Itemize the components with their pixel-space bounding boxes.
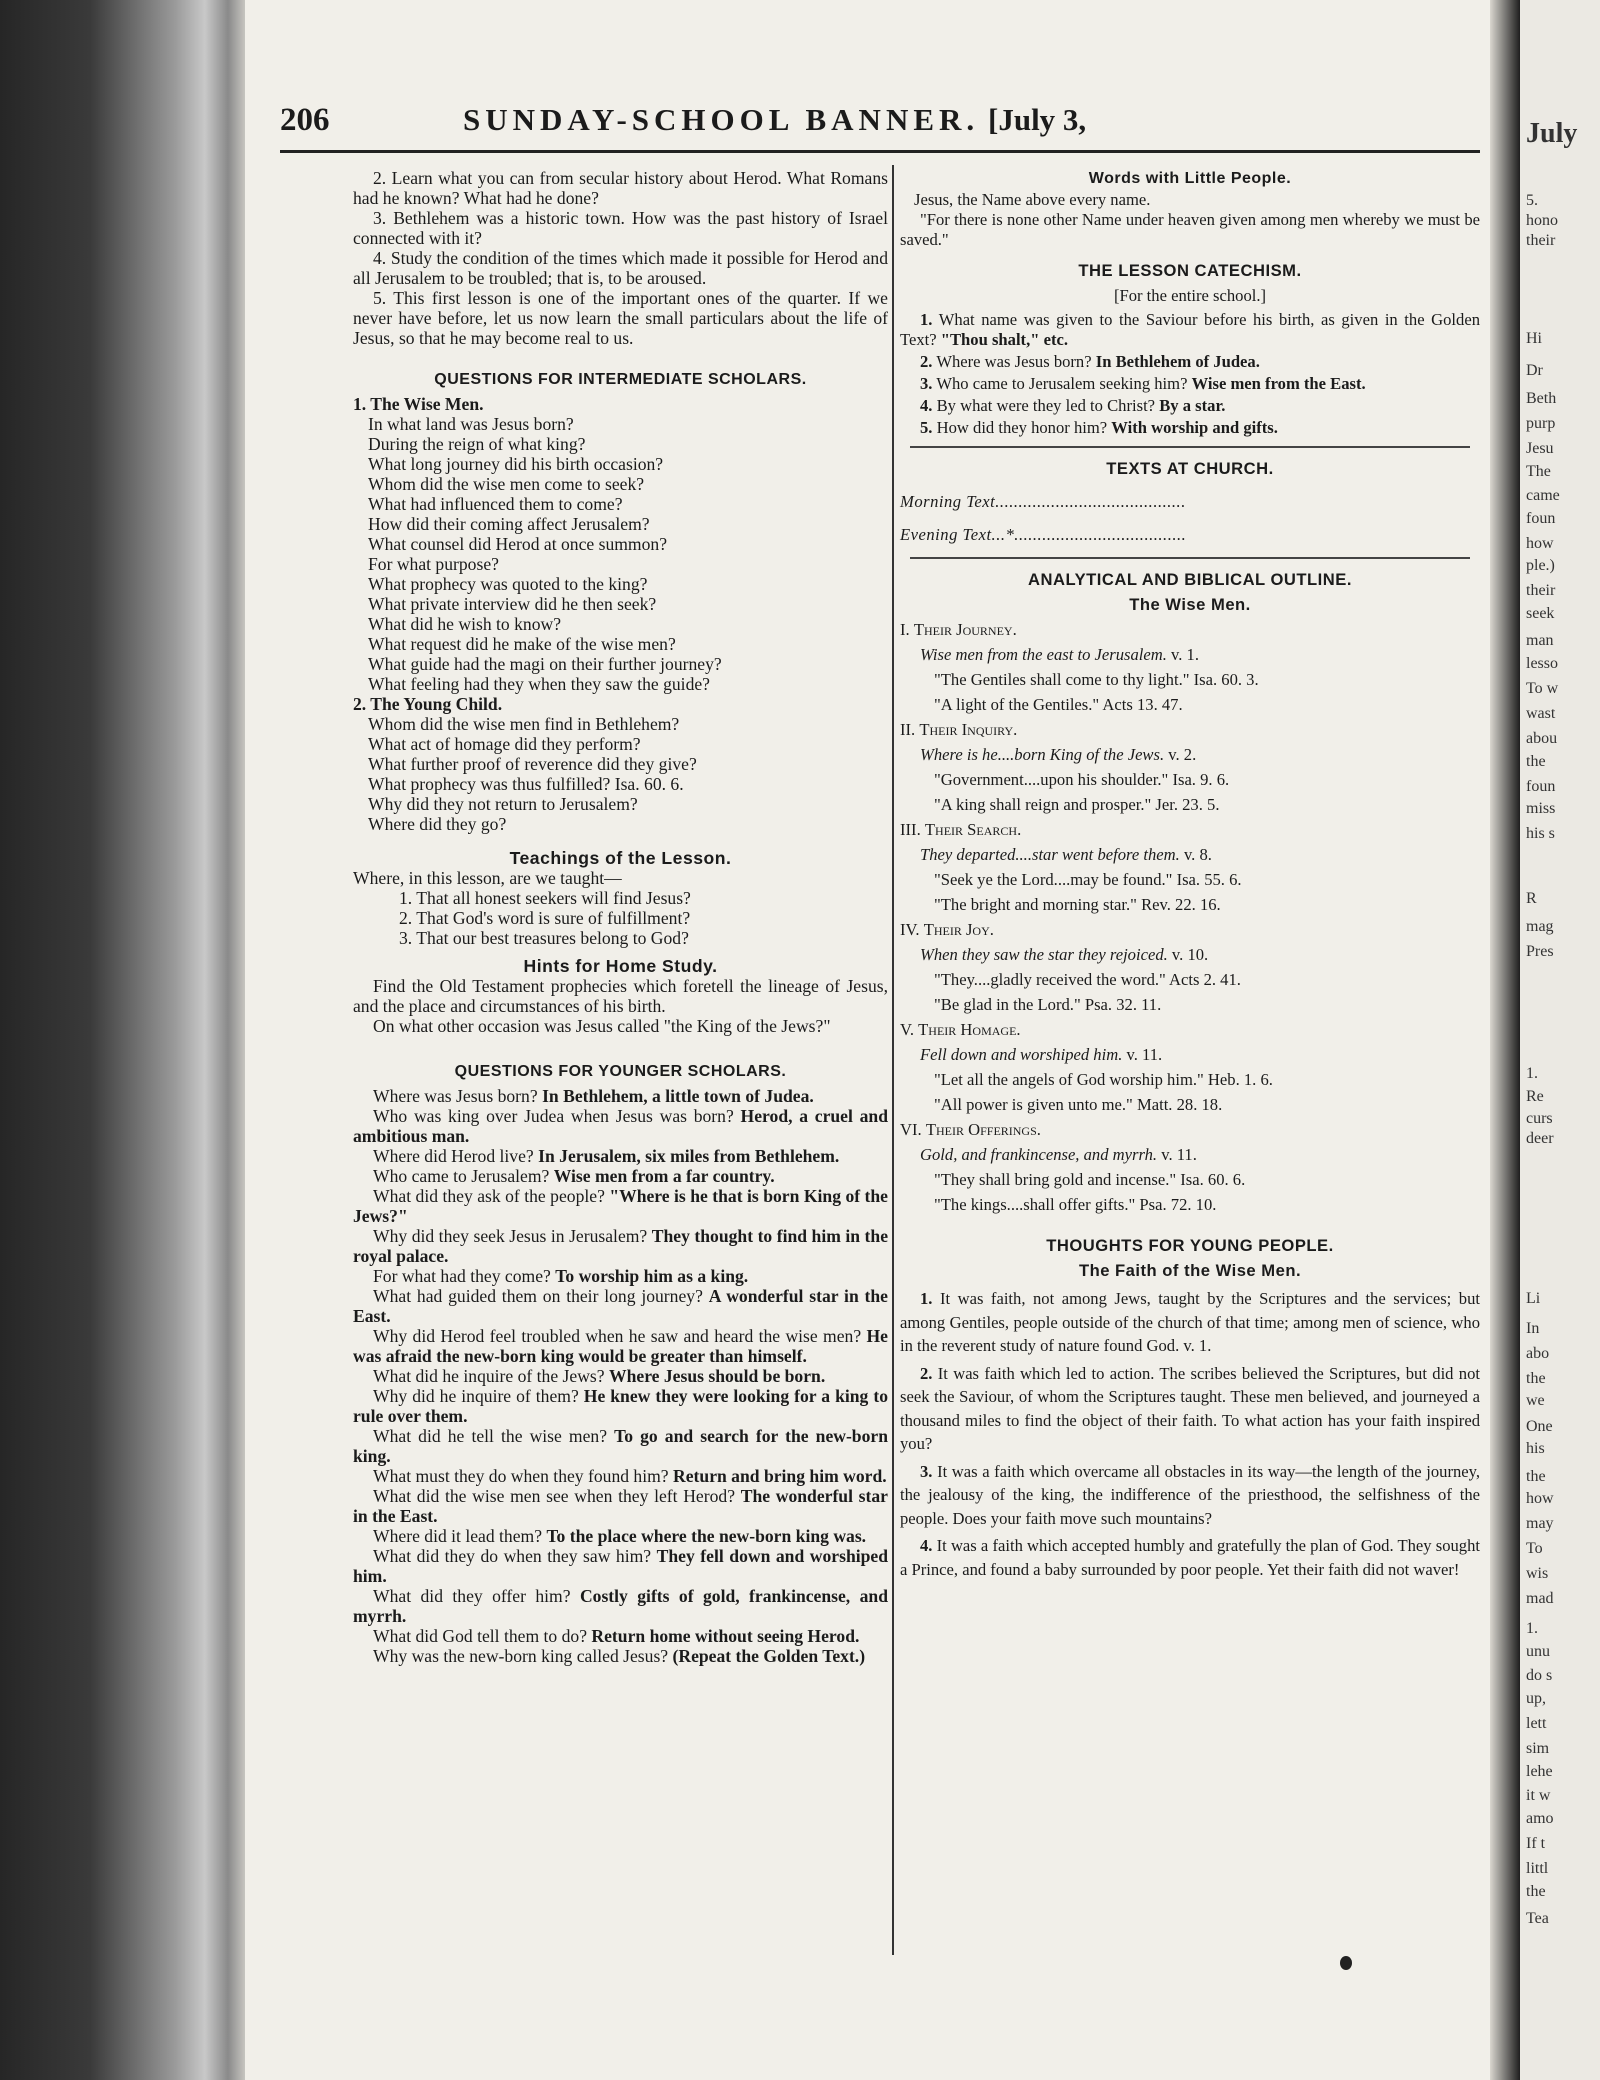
- question-item: What act of homage did they perform?: [368, 734, 641, 754]
- qa-item: [353, 1266, 888, 1286]
- question-text: Where did Herod live?: [373, 1146, 534, 1166]
- verse-ref: v. 10.: [1171, 945, 1209, 964]
- answer-text: "Where is he that is born King of the Jews?": [353, 1186, 888, 1226]
- section-name: Their Search.: [924, 820, 1022, 839]
- answer-text: Costly gifts of gold, frankincense, and myrrh.: [353, 1586, 888, 1626]
- thought-text: It was faith, not among Jews, taught by the Scriptures and the services; but among Gentiles, people outside of the church of that time; among men of science, who in the reverent study of nature found God. v. 1.: [900, 1289, 1480, 1355]
- item-number: 4.: [920, 1536, 933, 1555]
- facing-page-fragment: man: [1526, 632, 1554, 649]
- question-item: During the reign of what king?: [368, 434, 586, 454]
- qa-item: [353, 1226, 888, 1266]
- morning-text-line: Morning Text.........................................: [900, 492, 1186, 511]
- book-binding: [0, 0, 250, 2080]
- hint-paragraph: Find the Old Testament prophecies which foretell the lineage of Jesus, and the place and circumstances of his birth.: [353, 976, 888, 1016]
- item-number: 2.: [920, 1363, 933, 1383]
- facing-page-fragment: lesso: [1526, 655, 1558, 672]
- thoughts-list: [900, 1287, 1480, 1581]
- right-column: [900, 168, 1480, 1581]
- question-item: In what land was Jesus born?: [368, 414, 574, 434]
- question-text: Who came to Jerusalem?: [373, 1166, 550, 1186]
- facing-page-fragment: how: [1526, 1490, 1554, 1507]
- question-text: What did the wise men see when they left Herod?: [373, 1486, 736, 1506]
- section-title-young-child: 2. The Young Child.: [353, 694, 503, 714]
- verse-ref: v. 2.: [1168, 745, 1197, 764]
- teaching-item: 2. That God's word is sure of fulfillment?: [399, 908, 691, 928]
- question-item: What had influenced them to come?: [368, 494, 623, 514]
- outline-reference: "They....gladly received the word." Acts 2. 41.: [934, 970, 1241, 989]
- question-item: What feeling had they when they saw the guide?: [368, 674, 710, 694]
- answer-text: To worship him as a king.: [555, 1266, 749, 1286]
- section-name: Their Joy.: [923, 920, 994, 939]
- facing-page-fragment: hono: [1526, 212, 1558, 229]
- thought-text: It was a faith which overcame all obstacles in its way—the length of the journey, the jealousy of the king, the indifference of the priesthood, the selfishness of the people. Does your faith move such mountains?: [900, 1461, 1481, 1528]
- lead-text: Gold, and frankincense, and myrrh.: [920, 1145, 1158, 1164]
- facing-page-fragment: sim: [1526, 1740, 1550, 1757]
- outline-lead: [900, 1142, 1480, 1167]
- facing-page-fragment: abou: [1526, 730, 1558, 747]
- teachings-heading: Teachings of the Lesson.: [509, 848, 732, 868]
- outline-section-title: [900, 1117, 1480, 1142]
- outline-section-title: [900, 817, 1480, 842]
- page-gutter: [1490, 0, 1520, 2080]
- facing-page-fragment: the: [1526, 1370, 1546, 1387]
- question-text: Who came to Jerusalem seeking him?: [936, 374, 1188, 393]
- question-item: What long journey did his birth occasion?: [368, 454, 664, 474]
- question-item: What counsel did Herod at once summon?: [368, 534, 668, 554]
- catechism-item: [900, 310, 1480, 350]
- hint-paragraph: On what other occasion was Jesus called "the King of the Jews?": [373, 1016, 831, 1036]
- section-name: Their Homage.: [918, 1020, 1021, 1039]
- facing-page-fragment: their: [1526, 232, 1556, 249]
- facing-page-fragment: Li: [1526, 1290, 1541, 1307]
- qa-item: [353, 1546, 888, 1586]
- intro-paragraph: 3. Bethlehem was a historic town. How was the past history of Israel connected with it?: [353, 208, 888, 248]
- facing-page-fragment: may: [1526, 1515, 1554, 1532]
- facing-page-fragment: wast: [1526, 705, 1556, 722]
- lead-text: Fell down and worshiped him.: [920, 1045, 1123, 1064]
- question-text: Where was Jesus born?: [936, 352, 1092, 371]
- answer-text: Wise men from a far country.: [553, 1166, 775, 1186]
- outline-reference: "They shall bring gold and incense." Isa. 60. 6.: [934, 1170, 1246, 1189]
- answer-text: The wonderful star in the East.: [353, 1486, 888, 1526]
- question-text: By what were they led to Christ?: [936, 396, 1156, 415]
- verse-ref: v. 8.: [1183, 845, 1212, 864]
- answer-text: With worship and gifts.: [1111, 418, 1278, 437]
- qa-item: [353, 1426, 888, 1466]
- facing-page-fragment: seek: [1526, 605, 1555, 622]
- facing-page-fragment: lett: [1526, 1715, 1547, 1732]
- question-text: Why did Herod feel troubled when he saw and heard the wise men?: [373, 1326, 862, 1346]
- words-heading: Words with Little People.: [1088, 170, 1292, 187]
- answer-text: They thought to find him in the royal palace.: [353, 1226, 889, 1266]
- section-title-wise-men: 1. The Wise Men.: [353, 394, 484, 414]
- teachings-intro: Where, in this lesson, are we taught—: [353, 868, 622, 888]
- catechism-heading: THE LESSON CATECHISM.: [1078, 261, 1302, 280]
- page-number: 206: [280, 102, 330, 138]
- outline-reference: "All power is given unto me." Matt. 28. 18.: [934, 1095, 1223, 1114]
- qa-item: [353, 1386, 888, 1426]
- facing-page-fragment: purp: [1526, 415, 1556, 432]
- answer-text: In Bethlehem, a little town of Judea.: [542, 1086, 814, 1106]
- question-item: How did their coming affect Jerusalem?: [368, 514, 650, 534]
- younger-heading: QUESTIONS FOR YOUNGER SCHOLARS.: [454, 1063, 787, 1080]
- question-text: What had guided them on their long journey?: [373, 1286, 703, 1306]
- facing-page-fragment: deer: [1526, 1130, 1554, 1147]
- outline-heading: ANALYTICAL AND BIBLICAL OUTLINE.: [1028, 570, 1352, 589]
- question-text: What did they offer him?: [373, 1586, 571, 1606]
- hints-heading: Hints for Home Study.: [523, 956, 718, 976]
- qa-item: [353, 1286, 888, 1326]
- facing-page-fragment: Re: [1526, 1088, 1544, 1105]
- roman-numeral: I.: [900, 620, 910, 639]
- lead-text: Wise men from the east to Jerusalem.: [920, 645, 1167, 664]
- qa-item: [353, 1586, 888, 1626]
- qa-item: [353, 1146, 888, 1166]
- running-title: SUNDAY-SCHOOL BANNER.: [463, 102, 980, 137]
- outline-reference: "Government....upon his shoulder." Isa. 9. 6.: [934, 770, 1230, 789]
- question-text: What did God tell them to do?: [373, 1626, 588, 1646]
- catechism-item: [900, 374, 1480, 394]
- thought-text: It was a faith which accepted humbly and gratefully the plan of God. They sought a Prince, and found a baby surrounded by poor people. Yet their faith did not waver!: [900, 1536, 1481, 1579]
- question-text: Why did he inquire of them?: [373, 1386, 579, 1406]
- outline-reference: "The bright and morning star." Rev. 22. 16.: [934, 895, 1221, 914]
- facing-page-fragment: Jesu: [1526, 440, 1554, 457]
- question-text: Why did they seek Jesus in Jerusalem?: [373, 1226, 648, 1246]
- facing-page-fragment: 5.: [1526, 192, 1538, 209]
- intro-paragraph: 5. This first lesson is one of the important ones of the quarter. If we never have before, let us now learn the small particulars about the life of Jesus, so that he may become real to us.: [353, 288, 888, 348]
- thought-paragraph: [900, 1287, 1480, 1358]
- facing-page-fragment: up,: [1526, 1690, 1546, 1707]
- outline-reference: "A king shall reign and prosper." Jer. 23. 5.: [934, 795, 1220, 814]
- facing-page-fragment: In: [1526, 1320, 1540, 1337]
- facing-page-fragment: unu: [1526, 1643, 1550, 1660]
- lead-text: Where is he....born King of the Jews.: [920, 745, 1165, 764]
- facing-page-fragment: we: [1526, 1392, 1545, 1409]
- outline-reference: "The kings....shall offer gifts." Psa. 72. 10.: [934, 1195, 1217, 1214]
- roman-numeral: III.: [900, 820, 921, 839]
- verse-ref: v. 11.: [1126, 1045, 1163, 1064]
- facing-page-fragment: how: [1526, 535, 1554, 552]
- qa-item: [353, 1466, 888, 1486]
- facing-page-fragment: abo: [1526, 1345, 1550, 1362]
- answer-text: Where Jesus should be born.: [609, 1366, 826, 1386]
- page: [245, 0, 1510, 2080]
- evening-text-line: Evening Text...*.....................................: [900, 525, 1187, 544]
- facing-page-fragment: Hi: [1526, 330, 1542, 347]
- words-line: Jesus, the Name above every name.: [914, 190, 1151, 209]
- outline-section-title: [900, 617, 1480, 642]
- qa-item: [353, 1106, 888, 1146]
- item-number: 2.: [920, 352, 933, 371]
- answer-text: Herod, a cruel and ambitious man.: [353, 1106, 888, 1146]
- intro-paragraph: 4. Study the condition of the times which made it possible for Herod and all Jerusalem to be troubled; that is, to be aroused.: [353, 248, 888, 288]
- question-text: Where did it lead them?: [373, 1526, 543, 1546]
- outline-lead: [900, 842, 1480, 867]
- facing-page-fragment: Pres: [1526, 943, 1554, 960]
- texts-heading: TEXTS AT CHURCH.: [1106, 459, 1274, 478]
- answer-text: Return and bring him word.: [673, 1466, 887, 1486]
- facing-page-fragment: Dr: [1526, 362, 1543, 379]
- verse-ref: v. 1.: [1171, 645, 1199, 664]
- question-item: What prophecy was thus fulfilled? Isa. 60. 6.: [368, 774, 684, 794]
- facing-page-fragment: amo: [1526, 1810, 1554, 1827]
- question-text: For what had they come?: [373, 1266, 551, 1286]
- qa-item: [353, 1326, 888, 1366]
- qa-item: [353, 1626, 888, 1646]
- words-line: "For there is none other Name under heaven given among men whereby we must be saved.": [900, 210, 1480, 249]
- question-item: What private interview did he then seek?: [368, 594, 657, 614]
- facing-page-fragment: his: [1526, 1440, 1545, 1457]
- question-item: Where did they go?: [368, 814, 507, 834]
- qa-item: [353, 1486, 888, 1526]
- section-name: Their Offerings.: [925, 1120, 1041, 1139]
- teaching-item: 1. That all honest seekers will find Jesus?: [399, 888, 691, 908]
- answer-text: He was afraid the new-born king would be greater than himself.: [353, 1326, 888, 1366]
- lead-text: When they saw the star they rejoiced.: [920, 945, 1168, 964]
- question-item: Whom did the wise men come to seek?: [368, 474, 645, 494]
- facing-page-fragment: do s: [1526, 1667, 1553, 1684]
- answer-text: Wise men from the East.: [1191, 374, 1366, 393]
- facing-page-fragment: it w: [1526, 1787, 1551, 1804]
- answer-text: "Thou shalt," etc.: [940, 330, 1068, 349]
- question-text: Where was Jesus born?: [373, 1086, 538, 1106]
- question-text: What must they do when they found him?: [373, 1466, 669, 1486]
- answer-text: Return home without seeing Herod.: [591, 1626, 860, 1646]
- catechism-subheading: [For the entire school.]: [1113, 286, 1267, 305]
- left-column: [353, 168, 888, 1666]
- roman-numeral: II.: [900, 720, 916, 739]
- facing-page-fragment: the: [1526, 753, 1546, 770]
- ink-blot: [1340, 1956, 1352, 1970]
- question-item: What guide had the magi on their further journey?: [368, 654, 722, 674]
- teachings-list: [353, 888, 888, 948]
- question-item: For what purpose?: [368, 554, 499, 574]
- qa-item: [353, 1166, 888, 1186]
- facing-page-fragment: lehe: [1526, 1763, 1553, 1780]
- facing-page-fragment: wis: [1526, 1565, 1549, 1582]
- question-item: What further proof of reverence did they give?: [368, 754, 697, 774]
- facing-page-edge: [1520, 0, 1600, 2080]
- section-name: Their Inquiry.: [919, 720, 1018, 739]
- answer-text: To the place where the new-born king was.: [546, 1526, 867, 1546]
- facing-page-header: July: [1526, 118, 1578, 149]
- answer-text: To go and search for the new-born king.: [353, 1426, 888, 1466]
- younger-questions: [353, 1086, 888, 1666]
- verse-ref: v. 11.: [1161, 1145, 1197, 1164]
- facing-page-fragment: To w: [1526, 680, 1559, 697]
- question-text: What did they ask of the people?: [373, 1186, 605, 1206]
- facing-page-fragment: the: [1526, 1883, 1546, 1900]
- question-item: What request did he make of the wise men?: [368, 634, 676, 654]
- question-text: What did he inquire of the Jews?: [373, 1366, 605, 1386]
- question-text: What did they do when they saw him?: [373, 1546, 652, 1566]
- outline-reference: "Be glad in the Lord." Psa. 32. 11.: [934, 995, 1162, 1014]
- outline-lead: [900, 742, 1480, 767]
- outline-lead: [900, 1042, 1480, 1067]
- item-number: 3.: [920, 1461, 933, 1481]
- thought-paragraph: [900, 1460, 1480, 1531]
- thoughts-heading: THOUGHTS FOR YOUNG PEOPLE.: [1046, 1236, 1334, 1255]
- section-rule: [910, 557, 1470, 559]
- outline-section-title: [900, 917, 1480, 942]
- thought-text: It was faith which led to action. The scribes believed the Scriptures, but did not seek the Saviour, of whom the Scriptures taught. These men believed, and journeyed a thousand miles to find the object of their faith. To what action has your faith inspired you?: [900, 1363, 1480, 1453]
- question-item: What did he wish to know?: [368, 614, 562, 634]
- study-intro: [353, 168, 888, 348]
- facing-page-fragment: his s: [1526, 825, 1555, 842]
- facing-page-fragment: the: [1526, 1468, 1546, 1485]
- facing-page-fragment: Beth: [1526, 390, 1557, 407]
- facing-page-fragment: One: [1526, 1418, 1553, 1435]
- facing-page-fragment: 1.: [1526, 1620, 1538, 1637]
- qa-item: [353, 1646, 888, 1666]
- outline-lead: [900, 642, 1480, 667]
- roman-numeral: V.: [900, 1020, 914, 1039]
- facing-page-fragment: The: [1526, 463, 1551, 480]
- section-rule: [910, 446, 1470, 448]
- roman-numeral: VI.: [900, 1120, 922, 1139]
- question-text: How did they honor him?: [936, 418, 1108, 437]
- facing-page-fragment: their: [1526, 582, 1556, 599]
- question-item: Why did they not return to Jerusalem?: [368, 794, 638, 814]
- lead-text: They departed....star went before them.: [920, 845, 1180, 864]
- catechism-item: [900, 418, 1480, 438]
- intro-paragraph: 2. Learn what you can from secular history about Herod. What Romans had he known? What had he done?: [353, 168, 888, 208]
- facing-page-fragment: Tea: [1526, 1910, 1549, 1927]
- question-text: Why was the new-born king called Jesus?: [373, 1646, 669, 1666]
- teaching-item: 3. That our best treasures belong to God?: [399, 928, 689, 948]
- intermediate-heading: QUESTIONS FOR INTERMEDIATE SCHOLARS.: [434, 371, 807, 388]
- thought-paragraph: [900, 1534, 1480, 1581]
- item-number: 5.: [920, 418, 933, 437]
- thought-paragraph: [900, 1362, 1480, 1456]
- answer-text: By a star.: [1159, 396, 1226, 415]
- answer-text: He knew they were looking for a king to rule over them.: [353, 1386, 888, 1426]
- question-item: What prophecy was quoted to the king?: [368, 574, 648, 594]
- outline-reference: "A light of the Gentiles." Acts 13. 47.: [934, 695, 1183, 714]
- facing-page-fragment: mag: [1526, 918, 1554, 935]
- header-rule: [280, 150, 1480, 153]
- answer-text: They fell down and worshiped him.: [353, 1546, 888, 1586]
- answer-text: In Jerusalem, six miles from Bethlehem.: [538, 1146, 840, 1166]
- item-number: 4.: [920, 396, 933, 415]
- question-text: What name was given to the Saviour before his birth, as given in the Golden Text?: [900, 310, 1480, 349]
- column-divider: [892, 165, 894, 1955]
- young-child-questions: [353, 714, 888, 834]
- outline-section-title: [900, 1017, 1480, 1042]
- qa-item: [353, 1086, 888, 1106]
- answer-text: (Repeat the Golden Text.): [672, 1646, 866, 1666]
- facing-page-fragment: ple.): [1526, 557, 1555, 574]
- answer-text: A wonderful star in the East.: [353, 1286, 888, 1326]
- facing-page-fragment: 1.: [1526, 1065, 1538, 1082]
- facing-page-fragment: R: [1526, 890, 1537, 907]
- facing-page-fragment: mad: [1526, 1590, 1554, 1607]
- outline-reference: "Seek ye the Lord....may be found." Isa. 55. 6.: [934, 870, 1242, 889]
- outline-list: [900, 617, 1480, 1217]
- facing-page-fragment: foun: [1526, 510, 1556, 527]
- catechism-list: [900, 310, 1480, 438]
- facing-page-fragment: miss: [1526, 800, 1556, 817]
- outline-reference: "Let all the angels of God worship him." Heb. 1. 6.: [934, 1070, 1273, 1089]
- facing-page-fragment: littl: [1526, 1860, 1549, 1877]
- qa-item: [353, 1186, 888, 1226]
- catechism-item: [900, 396, 1480, 416]
- facing-page-fragment: foun: [1526, 778, 1556, 795]
- question-item: Whom did the wise men find in Bethlehem?: [368, 714, 680, 734]
- outline-lead: [900, 942, 1480, 967]
- facing-page-fragment: curs: [1526, 1110, 1553, 1127]
- outline-reference: "The Gentiles shall come to thy light." Isa. 60. 3.: [934, 670, 1259, 689]
- item-number: 1.: [920, 1289, 933, 1308]
- catechism-item: [900, 352, 1480, 372]
- outline-section-title: [900, 717, 1480, 742]
- item-number: 1.: [920, 310, 933, 329]
- section-name: Their Journey.: [913, 620, 1017, 639]
- thoughts-subheading: The Faith of the Wise Men.: [1078, 1261, 1302, 1280]
- item-number: 3.: [920, 374, 933, 393]
- issue-date: [July 3,: [988, 102, 1087, 137]
- outline-subheading: The Wise Men.: [1129, 595, 1251, 614]
- qa-item: [353, 1526, 888, 1546]
- answer-text: In Bethlehem of Judea.: [1095, 352, 1260, 371]
- facing-page-fragment: To: [1526, 1540, 1543, 1557]
- facing-page-fragment: If t: [1526, 1835, 1546, 1852]
- roman-numeral: IV.: [900, 920, 920, 939]
- wise-men-questions: [353, 414, 888, 694]
- facing-page-fragment: came: [1526, 487, 1560, 504]
- qa-item: [353, 1366, 888, 1386]
- question-text: Who was king over Judea when Jesus was born?: [373, 1106, 734, 1126]
- question-text: What did he tell the wise men?: [373, 1426, 608, 1446]
